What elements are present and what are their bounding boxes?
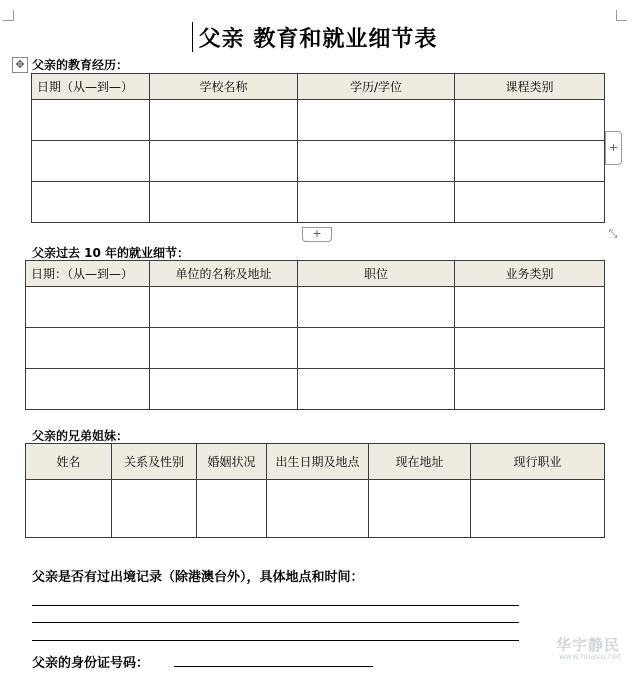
table-move-icon[interactable]: ✥ [12, 57, 28, 73]
document-title: 父亲 教育和就业细节表 [198, 26, 438, 52]
table-cell[interactable] [369, 480, 471, 538]
table-header-cell: 婚姻状况 [197, 444, 267, 480]
table-header-row [32, 74, 605, 100]
table-cell[interactable] [150, 369, 298, 410]
table-cell[interactable] [150, 328, 298, 369]
siblings-section-label: 父亲的兄弟姐妹： [32, 429, 129, 443]
id-number-label: 父亲的身份证号码： [32, 656, 150, 671]
add-column-plus-icon[interactable]: + [605, 131, 622, 165]
table-header-cell: 现在地址 [369, 444, 471, 480]
table-header-row [26, 261, 605, 287]
table-cell[interactable] [26, 287, 150, 328]
table-cell[interactable] [455, 100, 605, 141]
education-table [31, 73, 605, 223]
table-row [26, 287, 605, 328]
table-header-row [26, 444, 605, 480]
employment-table [25, 260, 605, 410]
watermark-logo: 华宇静民 [556, 636, 621, 654]
table-cell[interactable] [112, 480, 197, 538]
table-cell[interactable] [471, 480, 605, 538]
education-section-label: 父亲的教育经历： [32, 58, 129, 72]
table-header-cell: 单位的名称及地址 [150, 261, 298, 287]
table-cell[interactable] [26, 480, 112, 538]
table-cell[interactable] [150, 141, 298, 182]
table-header-cell: 学校名称 [150, 74, 298, 100]
page-corner-mark [3, 10, 14, 21]
table-header-cell: 现行职业 [471, 444, 605, 480]
travel-question: 父亲是否有过出境记录（除港澳台外），具体地点和时间： [32, 570, 364, 585]
table-row [26, 480, 605, 538]
table-header-cell: 姓名 [26, 444, 112, 480]
table-cell[interactable] [298, 182, 455, 223]
answer-line[interactable] [32, 640, 519, 641]
siblings-table [25, 443, 605, 538]
table-cell[interactable] [150, 182, 298, 223]
table-header-cell: 课程类别 [455, 74, 605, 100]
table-cell[interactable] [298, 369, 455, 410]
page-corner-mark [616, 10, 627, 21]
table-cell[interactable] [32, 182, 150, 223]
table-header-cell: 关系及性别 [112, 444, 197, 480]
table-cell[interactable] [455, 369, 605, 410]
table-cell[interactable] [150, 100, 298, 141]
table-resize-icon[interactable]: ⤡ [608, 227, 618, 240]
table-cell[interactable] [298, 287, 455, 328]
table-cell[interactable] [298, 328, 455, 369]
watermark-url: www.huayu.net [559, 652, 621, 661]
table-row [32, 182, 605, 223]
table-cell[interactable] [455, 182, 605, 223]
table-header-cell: 业务类别 [455, 261, 605, 287]
table-cell[interactable] [455, 287, 605, 328]
table-header-cell: 职位 [298, 261, 455, 287]
answer-line[interactable] [32, 605, 519, 606]
table-cell[interactable] [267, 480, 369, 538]
table-row [32, 100, 605, 141]
table-cell[interactable] [26, 369, 150, 410]
table-header-cell: 出生日期及地点 [267, 444, 369, 480]
table-cell[interactable] [32, 100, 150, 141]
table-cell[interactable] [298, 100, 455, 141]
table-cell[interactable] [32, 141, 150, 182]
table-row [26, 328, 605, 369]
answer-line[interactable] [32, 622, 519, 623]
table-row [32, 141, 605, 182]
id-number-field[interactable] [174, 666, 373, 667]
table-row [26, 369, 605, 410]
add-row-plus-icon[interactable]: + [302, 227, 332, 242]
table-header-cell: 学历/学位 [298, 74, 455, 100]
table-header-cell: 日期：（从—到—） [26, 261, 150, 287]
employment-section-label: 父亲过去 10 年的就业细节： [32, 246, 190, 260]
table-cell[interactable] [26, 328, 150, 369]
table-header-cell: 日期（从—到—） [32, 74, 150, 100]
table-cell[interactable] [150, 287, 298, 328]
table-cell[interactable] [298, 141, 455, 182]
table-cell[interactable] [455, 141, 605, 182]
table-cell[interactable] [455, 328, 605, 369]
table-cell[interactable] [197, 480, 267, 538]
